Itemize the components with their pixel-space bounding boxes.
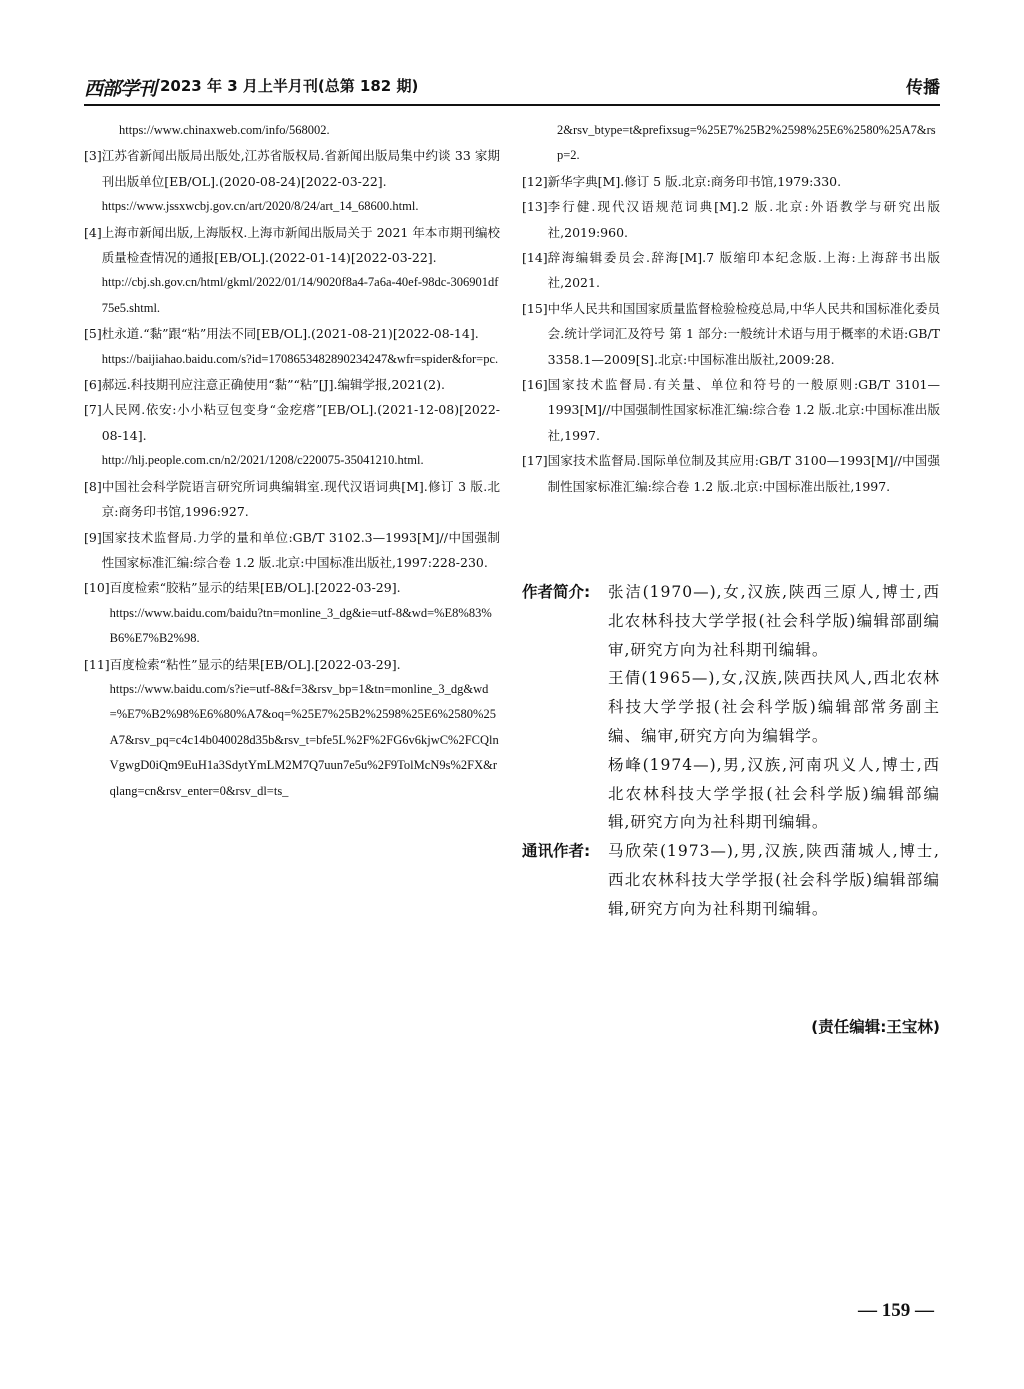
corresponding-author-label: 通讯作者: xyxy=(522,842,591,861)
reference-number: [3] xyxy=(84,148,102,164)
reference-text: 江苏省新闻出版局出版处,江苏省版权局.省新闻出版局集中约谈 33 家期刊出版单位[EB/OL].(2020-08-24)[2022-03-22]. xyxy=(101,148,500,189)
reference-number: [17] xyxy=(522,453,548,469)
author-bio: 杨峰(1974—),男,汉族,河南巩义人,博士,西北农林科技大学学报(社会科学版)编辑部编辑,研究方向为社科期刊编辑。 xyxy=(608,755,940,832)
issue-info: 2023 年 3 月上半月刊(总第 182 期) xyxy=(160,77,419,95)
reference-item xyxy=(522,448,940,499)
reference-item xyxy=(84,575,500,651)
responsible-editor: (责任编辑:王宝林) xyxy=(811,1018,940,1036)
reference-text: 杜永道.“黏”跟“粘”用法不同[EB/OL].(2021-08-21)[2022-08-14]. xyxy=(101,326,479,342)
corresponding-author-bio: 马欣荣(1973—),男,汉族,陕西蒲城人,博士,西北农林科技大学学报(社会科学版)编辑部编辑,研究方向为社科期刊编辑。 xyxy=(608,842,940,918)
reference-item xyxy=(84,652,500,804)
author-bios xyxy=(522,578,940,924)
reference-number: [9] xyxy=(84,529,102,545)
reference-number: [15] xyxy=(522,300,548,316)
reference-text: 辞海编辑委员会.辞海[M].7 版缩印本纪念版.上海:上海辞书出版社,2021. xyxy=(547,250,940,291)
page-number: — 159 — xyxy=(858,1300,934,1321)
reference-text: 人民网.依安:小小粘豆包变身“金疙瘩”[EB/OL].(2021-12-08)[2022-08-14]. xyxy=(101,402,500,443)
reference-number: [11] xyxy=(84,656,110,672)
reference-number: [10] xyxy=(84,580,110,596)
journal-logo: 西部学刊 xyxy=(84,78,157,100)
reference-item xyxy=(84,474,500,525)
reference-url: 2&rsv_btype=t&prefixsug=%25E7%25B2%2598%25E6%2580%25A7&rsp=2. xyxy=(557,123,936,163)
reference-item xyxy=(84,525,500,576)
reference-item xyxy=(522,245,940,296)
reference-url: https://www.chinaxweb.com/info/568002. xyxy=(119,123,330,137)
reference-item xyxy=(84,372,500,397)
reference-url: https://www.jssxwcbj.gov.cn/art/2020/8/24/art_14_68600.html. xyxy=(101,199,419,214)
reference-text: 李行健.现代汉语规范词典[M].2 版.北京:外语教学与研究出版社,2019:960. xyxy=(547,199,940,240)
reference-number: [13] xyxy=(522,199,548,215)
references-left-column xyxy=(84,118,500,804)
corresponding-author-block xyxy=(522,837,940,923)
page-header xyxy=(84,70,940,106)
references-right-column xyxy=(522,118,940,499)
reference-item xyxy=(522,372,940,448)
reference-text: 新华字典[M].修订 5 版.北京:商务印书馆,1979:330. xyxy=(547,173,842,189)
reference-item xyxy=(84,321,500,372)
reference-item xyxy=(84,397,500,473)
reference-url: https://www.baidu.com/baidu?tn=monline_3_dg&ie=utf-8&wd=%E8%83%B6%E7%B2%98. xyxy=(109,605,492,646)
author-info-label: 作者简介: xyxy=(522,583,591,601)
reference-text: 中华人民共和国国家质量监督检验检疫总局,中华人民共和国标准化委员会.统计学词汇及符号 第 1 部分:一般统计术语与用于概率的术语:GB/T 3358.1—2009[S].北京:中国标准出版社,2009:28. xyxy=(547,300,940,367)
reference-number: [7] xyxy=(84,402,102,418)
reference-url: https://www.baidu.com/s?ie=utf-8&f=3&rsv_bp=1&tn=monline_3_dg&wd=%E7%B2%98%E6%80%A7&oq=%25E7%25B2%2598%25E6%2580%25A7&rsv_pq=c4c14b040028d35b&rsv_t=bfe5L%2F%2FG6v6kjwC%2FCQlnVgwgD0iQm9EuH1a3SdytYmLM2M7Q7uun7e5u%2F9TolMcN9s%2FX&rqlang=cn&rsv_enter=0&rsv_dl=ts_ xyxy=(109,681,499,798)
reference-number: [12] xyxy=(522,173,548,189)
reference-text: 郝远.科技期刊应注意正确使用“黏”“粘”[J].编辑学报,2021(2). xyxy=(101,377,445,393)
reference-item xyxy=(84,220,500,322)
reference-text: 百度检索“粘性”显示的结果[EB/OL].[2022-03-29]. xyxy=(109,656,401,672)
reference-number: [8] xyxy=(84,478,102,494)
reference-text: 国家技术监督局.力学的量和单位:GB/T 3102.3—1993[M]//中国强制性国家标准汇编:综合卷 1.2 版.北京:中国标准出版社,1997:228-230. xyxy=(101,529,500,570)
section-name: 传播 xyxy=(906,78,940,98)
reference-number: [5] xyxy=(84,326,102,342)
reference-text: 上海市新闻出版,上海版权.上海市新闻出版局关于 2021 年本市期刊编校质量检查情况的通报[EB/OL].(2022-01-14)[2022-03-22]. xyxy=(101,224,500,266)
reference-text: 国家技术监督局.有关量、单位和符号的一般原则:GB/T 3101—1993[M]//中国强制性国家标准汇编:综合卷 1.2 版.北京:中国标准出版社,1997. xyxy=(547,377,940,443)
reference-text: 国家技术监督局.国际单位制及其应用:GB/T 3100—1993[M]//中国强制性国家标准汇编:综合卷 1.2 版.北京:中国标准出版社,1997. xyxy=(547,453,940,494)
reference-number: [4] xyxy=(84,224,102,240)
author-bio: 张洁(1970—),女,汉族,陕西三原人,博士,西北农林科技大学学报(社会科学版)编辑部副编审,研究方向为社科期刊编辑。 xyxy=(608,583,940,659)
reference-url: http://cbj.sh.gov.cn/html/gkml/2022/01/14/9020f8a4-7a6a-40ef-98dc-306901df75e5.shtml. xyxy=(101,275,499,315)
reference-item xyxy=(522,194,940,245)
reference-text: 中国社会科学院语言研究所词典编辑室.现代汉语词典[M].修订 3 版.北京:商务印书馆,1996:927. xyxy=(101,478,500,520)
reference-number: [6] xyxy=(84,377,102,393)
author-bio: 王倩(1965—),女,汉族,陕西扶风人,西北农林科技大学学报(社会科学版)编辑部常务副主编、编审,研究方向为编辑学。 xyxy=(608,669,940,745)
reference-item xyxy=(84,143,500,219)
reference-url: http://hlj.people.com.cn/n2/2021/1208/c220075-35041210.html. xyxy=(101,453,424,468)
reference-text: 百度检索“胶粘”显示的结果[EB/OL].[2022-03-29]. xyxy=(109,580,401,596)
reference-item xyxy=(522,169,940,194)
author-info-block xyxy=(522,578,940,837)
reference-number: [14] xyxy=(522,250,548,266)
reference-url: https://baijiahao.baidu.com/s?id=1708653482890234247&wfr=spider&for=pc. xyxy=(101,351,499,366)
reference-item xyxy=(522,296,940,372)
reference-number: [16] xyxy=(522,377,548,393)
